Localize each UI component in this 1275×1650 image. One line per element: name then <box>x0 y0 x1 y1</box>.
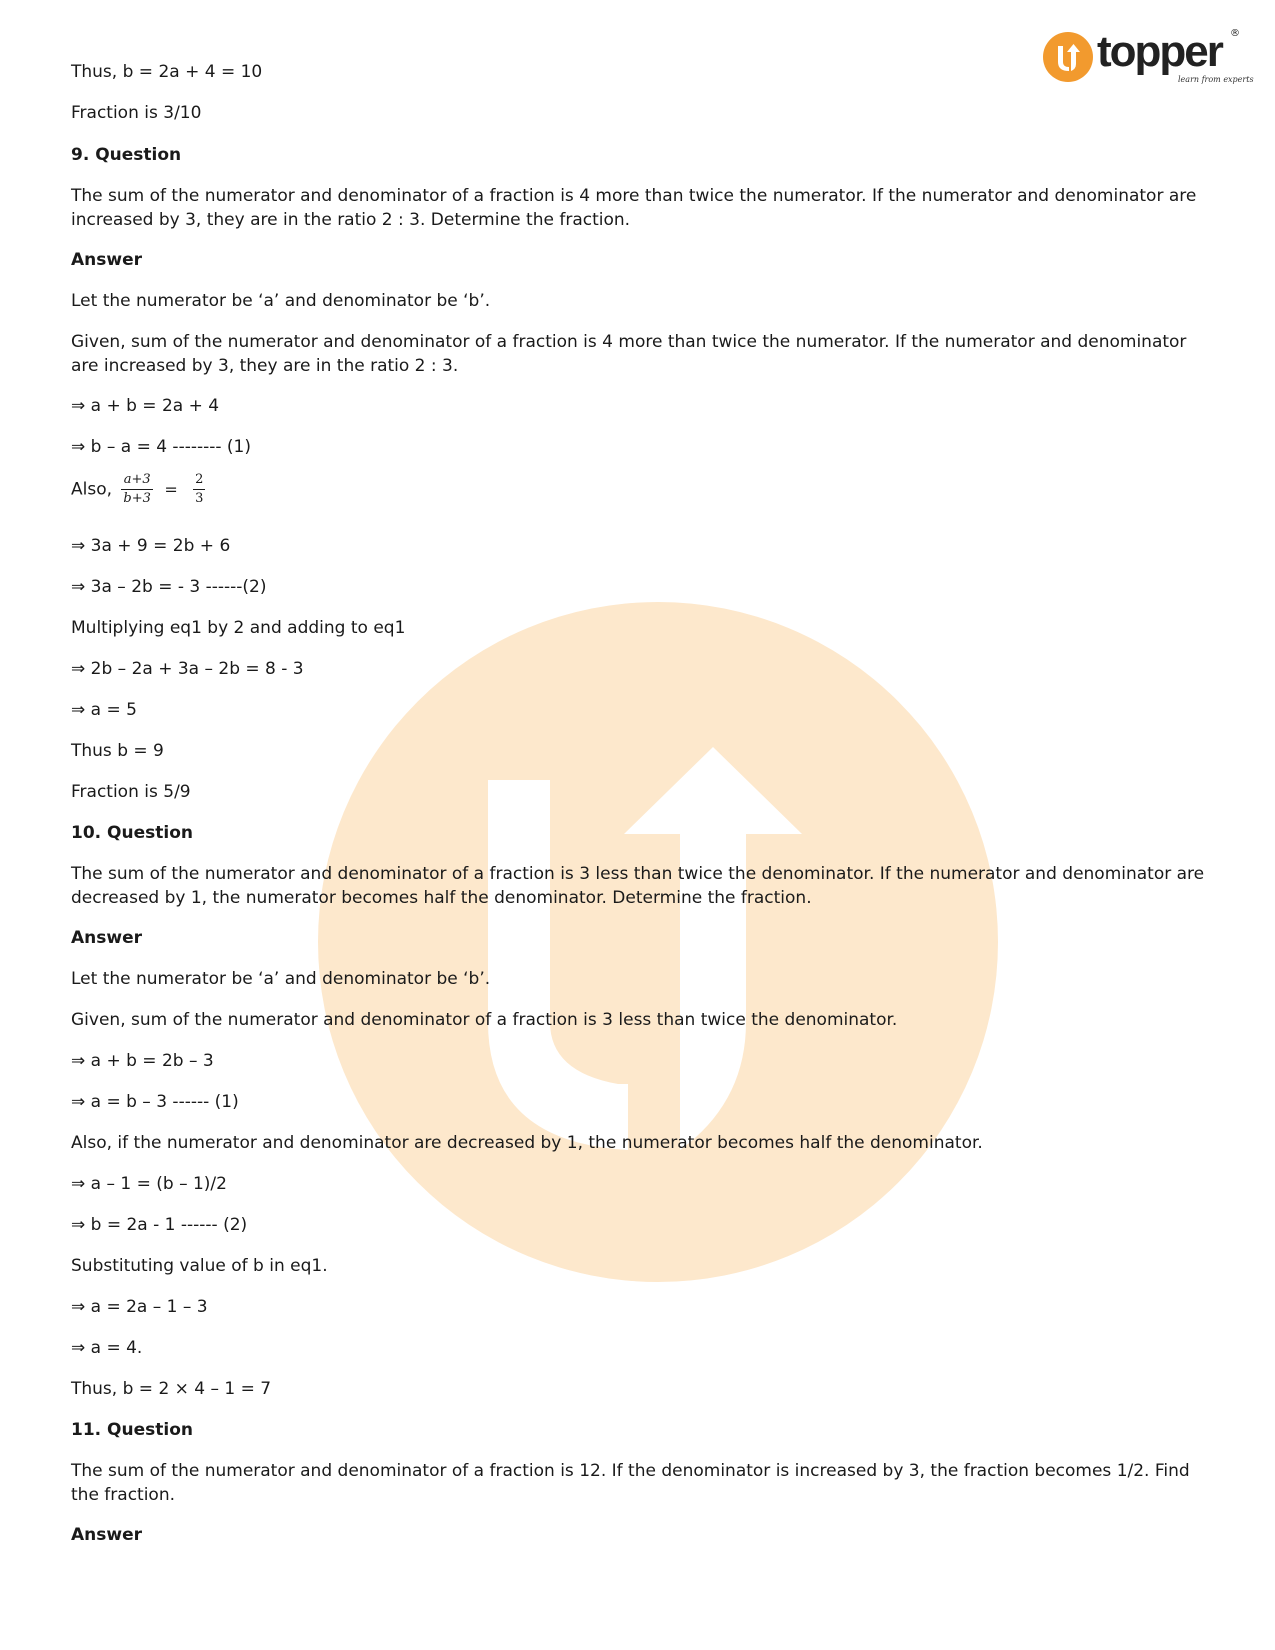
question-text: The sum of the numerator and denominator of a fraction is 3 less than twice the denominator. If the numerator and denominator are decreased by 1, the numerator becomes half the denominator. Determine the fraction. <box>71 864 1205 908</box>
equation-line: Thus, b = 2 × 4 – 1 = 7 <box>71 1379 272 1399</box>
watermark-logo <box>318 602 998 1282</box>
fraction-numerator: 2 <box>193 472 205 490</box>
answer-heading: Answer <box>71 250 142 270</box>
text-line: Let the numerator be ‘a’ and denominator be ‘b’. <box>71 969 491 989</box>
text-line: Thus b = 9 <box>71 741 164 761</box>
equation-line: ⇒ 3a – 2b = - 3 ------(2) <box>71 577 267 597</box>
logo-tagline: learn from experts <box>1178 75 1254 84</box>
text-line: Fraction is 3/10 <box>71 103 202 123</box>
question-heading: 11. Question <box>71 1420 193 1440</box>
equation-line: ⇒ b – a = 4 -------- (1) <box>71 437 251 457</box>
question-heading: 10. Question <box>71 823 193 843</box>
registered-mark: ® <box>1230 28 1240 39</box>
answer-heading: Answer <box>71 1525 142 1545</box>
text-line: Substituting value of b in eq1. <box>71 1256 328 1276</box>
equation-line: ⇒ a = 2a – 1 – 3 <box>71 1297 208 1317</box>
question-text: The sum of the numerator and denominator of a fraction is 12. If the denominator is increased by 3, the fraction becomes 1/2. Find the fraction. <box>71 1461 1190 1505</box>
brand-logo <box>1043 26 1254 88</box>
equals-sign: = <box>164 479 178 499</box>
answer-heading: Answer <box>71 928 142 948</box>
text-line: Multiplying eq1 by 2 and adding to eq1 <box>71 618 406 638</box>
fraction-right <box>193 472 205 507</box>
equation-line: ⇒ 3a + 9 = 2b + 6 <box>71 536 231 556</box>
equation-line: ⇒ a + b = 2a + 4 <box>71 396 220 416</box>
fraction-left <box>121 472 153 507</box>
equation-line: ⇒ a = b – 3 ------ (1) <box>71 1092 239 1112</box>
text-paragraph: Given, sum of the numerator and denominator of a fraction is 4 more than twice the numerator. If the numerator and denominator are increased by 3, they are in the ratio 2 : 3. <box>71 332 1187 376</box>
also-label: Also, <box>71 479 113 500</box>
fraction-equation <box>71 472 205 507</box>
equation-line: ⇒ 2b – 2a + 3a – 2b = 8 - 3 <box>71 659 304 679</box>
fraction-numerator: a+3 <box>121 472 153 490</box>
equation-line: ⇒ a = 4. <box>71 1338 143 1358</box>
fraction-denominator: b+3 <box>123 491 151 506</box>
equation-line: ⇒ a = 5 <box>71 700 137 720</box>
text-line: Given, sum of the numerator and denominator of a fraction is 3 less than twice the denominator. <box>71 1010 898 1030</box>
equation-line: ⇒ a + b = 2b – 3 <box>71 1051 214 1071</box>
logo-wordmark: topper <box>1097 27 1222 76</box>
text-line: Thus, b = 2a + 4 = 10 <box>71 62 263 82</box>
fraction-denominator: 3 <box>195 491 204 506</box>
text-line: Let the numerator be ‘a’ and denominator be ‘b’. <box>71 291 491 311</box>
logo-mark-icon <box>1043 32 1093 82</box>
question-heading: 9. Question <box>71 145 182 165</box>
watermark-icon <box>318 602 998 1282</box>
equation-line: ⇒ b = 2a - 1 ------ (2) <box>71 1215 248 1235</box>
text-line: Also, if the numerator and denominator are decreased by 1, the numerator becomes half the denominator. <box>71 1133 983 1153</box>
text-line: Fraction is 5/9 <box>71 782 191 802</box>
question-text: The sum of the numerator and denominator of a fraction is 4 more than twice the numerator. If the numerator and denominator are increased by 3, they are in the ratio 2 : 3. Determine the fraction. <box>71 186 1197 230</box>
equation-line: ⇒ a – 1 = (b – 1)/2 <box>71 1174 227 1194</box>
